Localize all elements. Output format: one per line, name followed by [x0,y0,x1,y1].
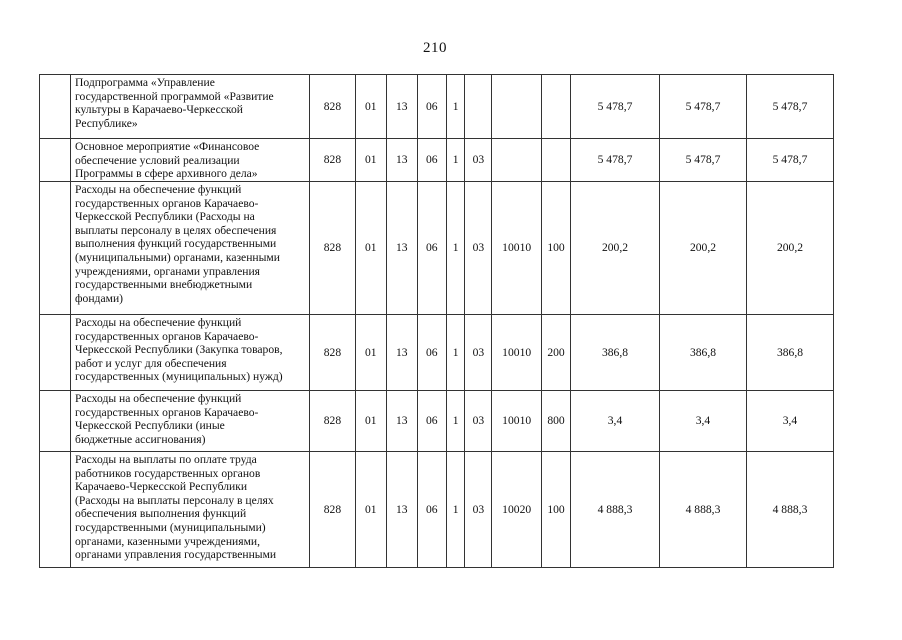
description-cell [71,139,310,182]
description-line: государственных органов Карачаево- [75,405,259,419]
description-line: государственными (муниципальными) [75,520,266,534]
description-line: Черкесской Республики (иные [75,419,225,433]
table-row [40,452,834,568]
description-cell [71,75,310,139]
table-row [40,75,834,139]
code-ved-cell: 828 [310,75,356,139]
row-number-cell [40,315,71,391]
description-line: выполнения функций государственными [75,237,277,251]
description-cell [71,452,310,568]
description-line: государственных органов Карачаево- [75,329,259,343]
code-subprogram-cell: 1 [446,452,465,568]
code-subprogram-cell: 1 [446,391,465,452]
description-line: Расходы на обеспечение функций [75,316,242,329]
description-line: органами, казенными учреждениями, [75,534,261,548]
description-line: Черкесской Республики (Закупка товаров, [75,343,283,357]
description-line: государственной программой «Развитие [75,89,274,103]
table-row [40,139,834,182]
description-line: Программы в сфере архивного дела» [75,167,258,181]
description-line: Республике» [75,116,138,130]
code-ved-cell: 828 [310,182,356,315]
amount-year2-cell: 3,4 [660,391,747,452]
description-line: Карачаево-Черкесской Республики [75,480,248,494]
amount-year2-cell: 4 888,3 [660,452,747,568]
description-cell [71,182,310,315]
code-subsection-cell: 13 [386,182,417,315]
description-line: Основное мероприятие «Финансовое [75,140,260,153]
row-number-cell [40,139,71,182]
code-program-cell: 06 [417,139,446,182]
amount-year1-cell: 4 888,3 [571,452,660,568]
code-expense-type-cell: 800 [542,391,571,452]
amount-year1-cell: 5 478,7 [571,75,660,139]
description-line: государственных (муниципальных) нужд) [75,370,283,384]
amount-year1-cell: 5 478,7 [571,139,660,182]
code-event-cell: 03 [465,182,492,315]
code-event-cell: 03 [465,315,492,391]
description-line: Расходы на обеспечение функций [75,392,242,405]
code-section-cell: 01 [355,315,386,391]
amount-year2-cell: 386,8 [660,315,747,391]
page-number: 210 [423,40,447,56]
amount-year2-cell: 200,2 [660,182,747,315]
table-row [40,315,834,391]
description-line: (Расходы на выплаты персоналу в целях [75,493,274,507]
row-number-cell [40,391,71,452]
table-row [40,182,834,315]
code-event-cell: 03 [465,139,492,182]
code-direction-cell: 10010 [492,182,542,315]
table-row [40,391,834,452]
code-direction-cell [492,139,542,182]
code-ved-cell: 828 [310,315,356,391]
row-number-cell [40,452,71,568]
amount-year1-cell: 3,4 [571,391,660,452]
code-event-cell: 03 [465,391,492,452]
code-direction-cell [492,75,542,139]
code-section-cell: 01 [355,139,386,182]
code-subprogram-cell: 1 [446,75,465,139]
code-event-cell [465,75,492,139]
amount-year3-cell: 3,4 [746,391,833,452]
amount-year3-cell: 5 478,7 [746,75,833,139]
row-number-cell [40,182,71,315]
budget-table [39,74,834,568]
code-program-cell: 06 [417,182,446,315]
amount-year2-cell: 5 478,7 [660,75,747,139]
code-expense-type-cell: 100 [542,452,571,568]
description-line: органами управления государственными [75,548,277,562]
row-number-cell [40,75,71,139]
amount-year2-cell: 5 478,7 [660,139,747,182]
description-line: государственными внебюджетными [75,278,253,292]
description-line: работ и услуг для обеспечения [75,356,227,370]
description-line: обеспечения выполнения функций [75,507,247,521]
code-event-cell: 03 [465,452,492,568]
description-line: обеспечение условий реализации [75,153,240,167]
code-section-cell: 01 [355,391,386,452]
code-subsection-cell: 13 [386,139,417,182]
description-line: Расходы на выплаты по оплате труда [75,453,257,466]
description-line: (муниципальными) органами, казенными [75,250,280,264]
code-subsection-cell: 13 [386,391,417,452]
description-line: Расходы на обеспечение функций [75,183,242,196]
description-line: Подпрограмма «Управление [75,76,215,89]
description-cell [71,315,310,391]
code-ved-cell: 828 [310,391,356,452]
code-program-cell: 06 [417,315,446,391]
description-cell [71,391,310,452]
code-section-cell: 01 [355,75,386,139]
code-section-cell: 01 [355,452,386,568]
code-expense-type-cell: 200 [542,315,571,391]
code-subprogram-cell: 1 [446,315,465,391]
code-direction-cell: 10010 [492,315,542,391]
description-line: бюджетные ассигнования) [75,432,206,446]
description-line: государственных органов Карачаево- [75,196,259,210]
description-line: работников государственных органов [75,466,261,480]
amount-year3-cell: 386,8 [746,315,833,391]
amount-year1-cell: 200,2 [571,182,660,315]
code-direction-cell: 10010 [492,391,542,452]
code-program-cell: 06 [417,452,446,568]
code-ved-cell: 828 [310,452,356,568]
code-expense-type-cell: 100 [542,182,571,315]
code-section-cell: 01 [355,182,386,315]
code-direction-cell: 10020 [492,452,542,568]
amount-year1-cell: 386,8 [571,315,660,391]
description-line: фондами) [75,291,124,305]
code-program-cell: 06 [417,391,446,452]
description-line: Черкесской Республики (Расходы на [75,210,255,224]
code-subsection-cell: 13 [386,452,417,568]
code-ved-cell: 828 [310,139,356,182]
description-line: культуры в Карачаево-Черкесской [75,103,243,117]
code-subsection-cell: 13 [386,75,417,139]
amount-year3-cell: 5 478,7 [746,139,833,182]
code-subprogram-cell: 1 [446,182,465,315]
code-subsection-cell: 13 [386,315,417,391]
code-program-cell: 06 [417,75,446,139]
description-line: выплаты персоналу в целях обеспечения [75,223,277,237]
code-subprogram-cell: 1 [446,139,465,182]
amount-year3-cell: 200,2 [746,182,833,315]
description-line: учреждениями, органами управления [75,264,260,278]
amount-year3-cell: 4 888,3 [746,452,833,568]
code-expense-type-cell [542,75,571,139]
code-expense-type-cell [542,139,571,182]
